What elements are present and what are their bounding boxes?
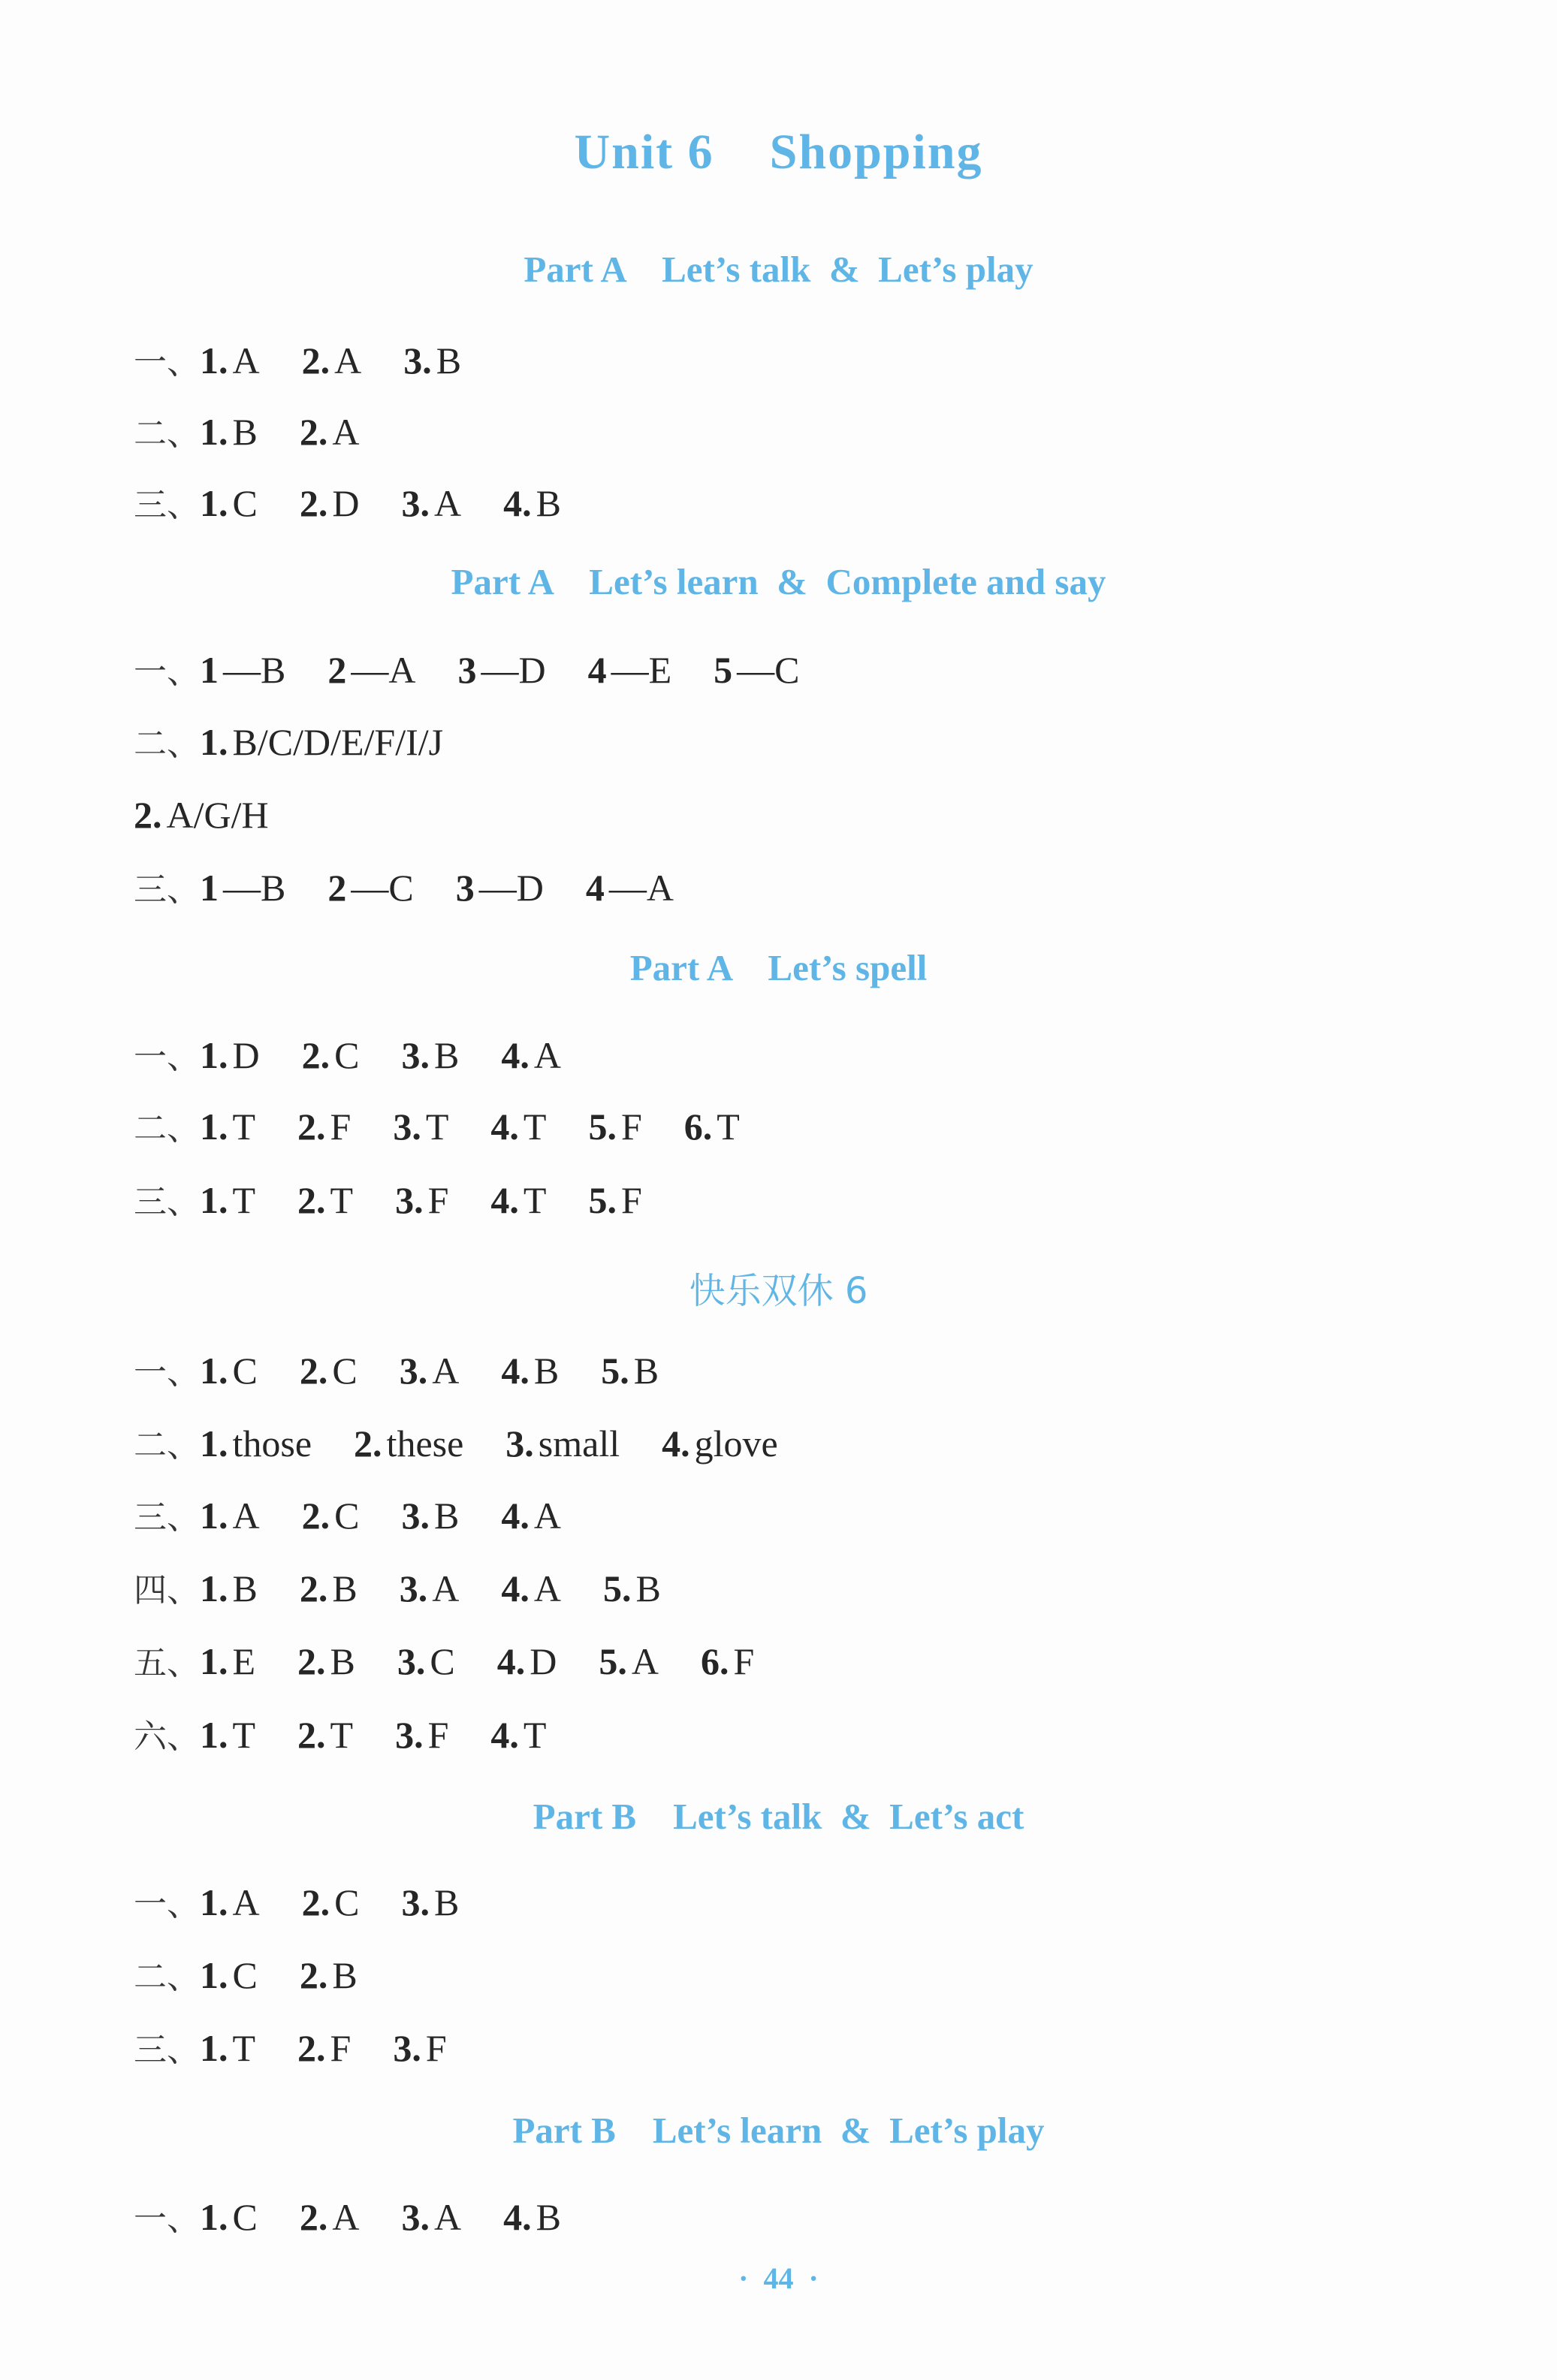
question-group-label: 二、: [134, 1109, 200, 1148]
answer-row: [134, 1178, 684, 1223]
answer-value: B: [436, 339, 462, 382]
answer-item: [401, 1880, 459, 1925]
answer-number: 3.: [399, 1567, 428, 1609]
section-heading: Part A Let’s spell: [629, 947, 928, 988]
answer-item: [490, 1178, 546, 1223]
answer-number: 3.: [393, 1106, 421, 1148]
answer-value: A: [533, 1567, 561, 1609]
answer-item: [401, 481, 461, 526]
answer-value: —A: [351, 649, 416, 691]
answer-number: 3.: [401, 1881, 430, 1923]
answer-number: 5: [714, 649, 733, 691]
answer-value: A: [232, 1881, 260, 1923]
answer-value: B: [433, 1881, 460, 1923]
answer-item: [302, 1033, 360, 1078]
answer-number: 3.: [401, 2196, 430, 2238]
answer-item: [300, 409, 360, 454]
answer-item: [401, 1033, 459, 1078]
answer-value: B/C/D/E/F/I/J: [232, 721, 444, 763]
answer-item: [200, 1880, 260, 1925]
answer-number: 2: [327, 649, 347, 691]
answer-value: F: [330, 2027, 352, 2069]
answer-item: [302, 1493, 360, 1538]
answer-value: A: [433, 2196, 462, 2238]
answer-number: 3.: [393, 2027, 421, 2069]
answer-item: [200, 1493, 260, 1538]
answer-number: 3.: [505, 1422, 534, 1464]
answer-row: [134, 1104, 782, 1149]
answer-number: 1.: [200, 482, 228, 524]
section-heading: Part B Let’s talk & Let’s act: [533, 1796, 1024, 1837]
answer-item: [457, 647, 545, 692]
answer-row: [134, 792, 311, 837]
answer-value: T: [523, 1179, 547, 1221]
answer-number: 2.: [297, 1106, 326, 1148]
answer-value: small: [538, 1422, 620, 1464]
question-group-label: 五、: [134, 1644, 200, 1682]
answer-value: B: [330, 1640, 355, 1682]
question-group-label: 一、: [134, 1885, 200, 1923]
answer-number: 3.: [403, 339, 432, 382]
answer-value: B: [433, 1495, 460, 1537]
answer-item: [401, 1493, 459, 1538]
question-group-label: 三、: [134, 1498, 200, 1537]
answer-item: [505, 1421, 620, 1466]
answer-number: 1.: [200, 1881, 228, 1923]
answer-value: C: [232, 1350, 258, 1392]
answer-value: T: [717, 1106, 740, 1148]
answer-value: F: [733, 1640, 755, 1682]
answer-number: 5.: [599, 1640, 627, 1682]
answer-row: [134, 1639, 796, 1684]
answer-number: 1.: [200, 2027, 228, 2069]
answer-item: [501, 1348, 559, 1393]
answer-item: [200, 409, 258, 454]
answer-item: [300, 481, 360, 526]
answer-number: 4: [587, 649, 607, 691]
answer-number: 1.: [200, 411, 228, 453]
question-group-label: 二、: [134, 1426, 200, 1464]
answer-number: 1.: [200, 1954, 228, 1996]
answer-item: [302, 1880, 360, 1925]
answer-number: 1.: [200, 1640, 228, 1682]
question-group-label: 一、: [134, 1353, 200, 1392]
answer-item: [497, 1639, 557, 1684]
answer-item: [297, 1639, 355, 1684]
question-group-label: 一、: [134, 1038, 200, 1076]
answer-number: 4.: [490, 1714, 519, 1756]
answer-item: [395, 1712, 448, 1757]
question-group-label: 三、: [134, 2031, 200, 2069]
answer-value: F: [330, 1106, 352, 1148]
answer-value: A: [533, 1495, 561, 1537]
page-number: · 44 ·: [738, 2261, 819, 2295]
answer-item: [200, 2194, 258, 2240]
answer-number: 2.: [134, 794, 162, 836]
answer-number: 5.: [602, 1567, 632, 1609]
answer-number: 3.: [401, 482, 430, 524]
answer-value: —D: [481, 649, 546, 691]
answer-row: [134, 865, 716, 910]
answer-item: [354, 1421, 463, 1466]
unit-title: Unit 6 Shopping: [574, 125, 983, 179]
answer-number: 4.: [501, 1034, 530, 1076]
answer-value: C: [334, 1495, 360, 1537]
answer-number: 1: [200, 867, 219, 909]
answer-row: [134, 2026, 489, 2071]
answer-number: 2.: [354, 1422, 382, 1464]
answer-item: [400, 1348, 460, 1393]
answer-number: 4.: [490, 1106, 519, 1148]
answer-value: C: [332, 1350, 358, 1392]
answer-item: [662, 1421, 778, 1466]
answer-value: F: [427, 1714, 449, 1756]
answer-value: —A: [608, 867, 674, 909]
answer-item: [200, 1178, 255, 1223]
answer-item: [601, 1348, 659, 1393]
answer-value: B: [633, 1350, 659, 1392]
answer-number: 1.: [200, 2196, 228, 2238]
answer-item: [200, 338, 260, 383]
answer-item: [701, 1639, 754, 1684]
answer-value: B: [332, 1954, 358, 1996]
answer-value: D: [332, 482, 360, 524]
answer-item: [401, 2194, 461, 2240]
answer-row: [134, 719, 485, 765]
answer-number: 3.: [395, 1179, 424, 1221]
section-heading: 快乐双休 6: [689, 1270, 868, 1312]
answer-value: A: [432, 1350, 460, 1392]
answer-item: [327, 647, 415, 692]
answer-item: [300, 1953, 358, 1998]
question-group-label: 六、: [134, 1718, 200, 1756]
answer-row: [134, 1712, 588, 1757]
answer-item: [397, 1639, 455, 1684]
answer-item: [599, 1639, 659, 1684]
answer-value: C: [232, 1954, 258, 1996]
answer-item: [134, 792, 269, 837]
answer-item: [200, 1566, 258, 1611]
question-group-label: 一、: [134, 653, 200, 691]
answer-value: A: [433, 482, 462, 524]
answer-number: 2.: [297, 2027, 326, 2069]
answer-number: 2.: [301, 1881, 330, 1923]
answer-value: B: [232, 1567, 258, 1609]
answer-value: B: [533, 1350, 560, 1392]
question-group-label: 三、: [134, 1183, 200, 1221]
answer-number: 2.: [299, 1954, 328, 1996]
answer-number: 1.: [200, 721, 228, 763]
answer-row: [134, 1493, 603, 1538]
answer-value: A: [332, 2196, 360, 2238]
answer-value: —C: [737, 649, 800, 691]
answer-number: 4.: [501, 1495, 530, 1537]
answer-number: 1: [200, 649, 219, 691]
answer-number: 3.: [395, 1714, 424, 1756]
answer-item: [393, 2026, 446, 2071]
answer-value: B: [536, 482, 561, 524]
answer-item: [490, 1104, 546, 1149]
answer-row: [134, 338, 503, 383]
answer-item: [400, 1566, 460, 1611]
answer-value: A: [334, 339, 362, 382]
answer-number: 2: [327, 867, 347, 909]
answer-item: [501, 1033, 561, 1078]
answer-number: 4.: [490, 1179, 519, 1221]
answer-number: 2.: [301, 1034, 330, 1076]
answer-item: [297, 2026, 351, 2071]
answer-item: [503, 481, 561, 526]
answer-item: [490, 1712, 546, 1757]
answer-number: 2.: [299, 1567, 328, 1609]
answer-item: [200, 1639, 255, 1684]
answer-number: 2.: [297, 1179, 326, 1221]
answer-number: 1.: [200, 1106, 228, 1148]
answer-value: C: [232, 2196, 258, 2238]
answer-number: 4.: [662, 1422, 690, 1464]
answer-value: —B: [223, 867, 286, 909]
answer-item: [395, 1178, 448, 1223]
answer-row: [134, 1566, 703, 1611]
answer-number: 1.: [200, 1350, 228, 1392]
answer-value: A: [432, 1567, 460, 1609]
answer-value: T: [232, 1179, 256, 1221]
answer-item: [300, 2194, 360, 2240]
question-group-label: 三、: [134, 870, 200, 909]
answer-number: 1.: [200, 1714, 228, 1756]
answer-item: [297, 1712, 353, 1757]
answer-item: [200, 865, 285, 910]
answer-number: 5.: [601, 1350, 629, 1392]
answer-number: 4: [585, 867, 605, 909]
answer-number: 1.: [200, 1034, 228, 1076]
answer-value: F: [427, 1179, 449, 1221]
answer-value: A: [232, 339, 260, 382]
answer-item: [714, 647, 799, 692]
answer-number: 1.: [200, 1422, 228, 1464]
answer-item: [393, 1104, 448, 1149]
answer-value: D: [530, 1640, 557, 1682]
answer-number: 6.: [700, 1640, 729, 1682]
question-group-label: 三、: [134, 486, 200, 524]
answer-number: 2.: [297, 1714, 326, 1756]
answer-value: C: [430, 1640, 455, 1682]
answer-item: [200, 719, 443, 765]
answer-value: A/G/H: [166, 794, 269, 836]
answer-number: 2.: [301, 1495, 330, 1537]
answer-item: [501, 1493, 561, 1538]
question-group-label: 一、: [134, 2200, 200, 2238]
answer-number: 1.: [200, 1495, 228, 1537]
answer-value: those: [232, 1422, 312, 1464]
answer-number: 2.: [299, 411, 328, 453]
answer-number: 3: [455, 867, 475, 909]
answer-item: [501, 1566, 561, 1611]
answer-row: [134, 1348, 701, 1393]
answer-item: [200, 2026, 255, 2071]
answer-value: F: [620, 1106, 642, 1148]
section-heading: Part B Let’s learn & Let’s play: [512, 2110, 1045, 2151]
answer-row: [134, 409, 401, 454]
answer-item: [684, 1104, 740, 1149]
answer-row: [134, 647, 841, 692]
answer-value: T: [232, 1714, 256, 1756]
answer-value: —B: [223, 649, 286, 691]
answer-value: E: [232, 1640, 256, 1682]
answer-item: [403, 338, 461, 383]
question-group-label: 二、: [134, 725, 200, 763]
answer-item: [327, 865, 413, 910]
answer-item: [300, 1566, 358, 1611]
answer-value: T: [232, 1106, 256, 1148]
answer-item: [200, 1348, 258, 1393]
answer-item: [586, 865, 674, 910]
answer-row: [134, 1953, 400, 1998]
section-heading: Part A Let’s talk & Let’s play: [524, 249, 1033, 290]
answer-number: 2.: [297, 1640, 326, 1682]
answer-number: 5.: [588, 1179, 617, 1221]
answer-value: T: [523, 1714, 547, 1756]
answer-number: 4.: [501, 1350, 530, 1392]
answer-value: A: [332, 411, 360, 453]
answer-item: [603, 1566, 661, 1611]
answer-value: A: [232, 1495, 260, 1537]
answer-number: 4.: [503, 2196, 532, 2238]
answer-number: 2.: [299, 482, 328, 524]
answer-item: [588, 1178, 641, 1223]
answer-value: these: [386, 1422, 464, 1464]
answer-item: [503, 2194, 561, 2240]
answer-number: 2.: [301, 339, 330, 382]
answer-number: 1.: [200, 1567, 228, 1609]
answer-value: B: [232, 411, 258, 453]
answer-number: 2.: [299, 1350, 328, 1392]
answer-item: [200, 1104, 255, 1149]
answer-row: [134, 481, 603, 526]
question-group-label: 二、: [134, 415, 200, 453]
answer-number: 4.: [501, 1567, 530, 1609]
answer-value: B: [332, 1567, 358, 1609]
answer-value: T: [523, 1106, 547, 1148]
answer-number: 1.: [200, 339, 228, 382]
answer-number: 3.: [397, 1640, 426, 1682]
answer-number: 3.: [401, 1495, 430, 1537]
answer-value: T: [232, 2027, 256, 2069]
answer-number: 2.: [299, 2196, 328, 2238]
answer-item: [300, 1348, 358, 1393]
question-group-label: 一、: [134, 343, 200, 382]
answer-value: B: [635, 1567, 661, 1609]
answer-value: A: [631, 1640, 659, 1682]
answer-value: T: [330, 1714, 354, 1756]
section-heading: Part A Let’s learn & Complete and say: [451, 561, 1106, 602]
answer-item: [456, 865, 544, 910]
answer-row: [134, 1033, 603, 1078]
answer-item: [200, 647, 285, 692]
answer-value: D: [232, 1034, 260, 1076]
answer-value: C: [334, 1881, 360, 1923]
answer-number: 4.: [503, 482, 532, 524]
answer-value: —D: [478, 867, 544, 909]
answer-item: [302, 338, 362, 383]
answer-value: C: [334, 1034, 360, 1076]
answer-number: 3: [457, 649, 477, 691]
answer-value: —E: [611, 649, 672, 691]
answer-value: B: [536, 2196, 561, 2238]
answer-row: [134, 1880, 501, 1925]
answer-value: —C: [351, 867, 414, 909]
answer-value: A: [533, 1034, 561, 1076]
answer-item: [588, 1104, 641, 1149]
answer-number: 4.: [496, 1640, 526, 1682]
answer-item: [297, 1104, 351, 1149]
answer-item: [200, 1421, 312, 1466]
answer-item: [297, 1178, 353, 1223]
answer-value: T: [330, 1179, 354, 1221]
answer-item: [200, 1953, 258, 1998]
answer-number: 3.: [399, 1350, 428, 1392]
answer-row: [134, 2194, 603, 2240]
answer-number: 6.: [683, 1106, 713, 1148]
answer-item: [588, 647, 672, 692]
answer-number: 3.: [401, 1034, 430, 1076]
answer-item: [200, 481, 258, 526]
answer-number: 5.: [588, 1106, 617, 1148]
answer-row: [134, 1421, 820, 1466]
answer-item: [200, 1712, 255, 1757]
question-group-label: 二、: [134, 1958, 200, 1996]
question-group-label: 四、: [134, 1571, 200, 1609]
answer-number: 1.: [200, 1179, 228, 1221]
answer-value: F: [425, 2027, 447, 2069]
answer-value: C: [232, 482, 258, 524]
answer-value: F: [620, 1179, 642, 1221]
answer-item: [200, 1033, 260, 1078]
answer-value: glove: [694, 1422, 778, 1464]
answer-value: B: [433, 1034, 460, 1076]
answer-value: T: [425, 1106, 449, 1148]
